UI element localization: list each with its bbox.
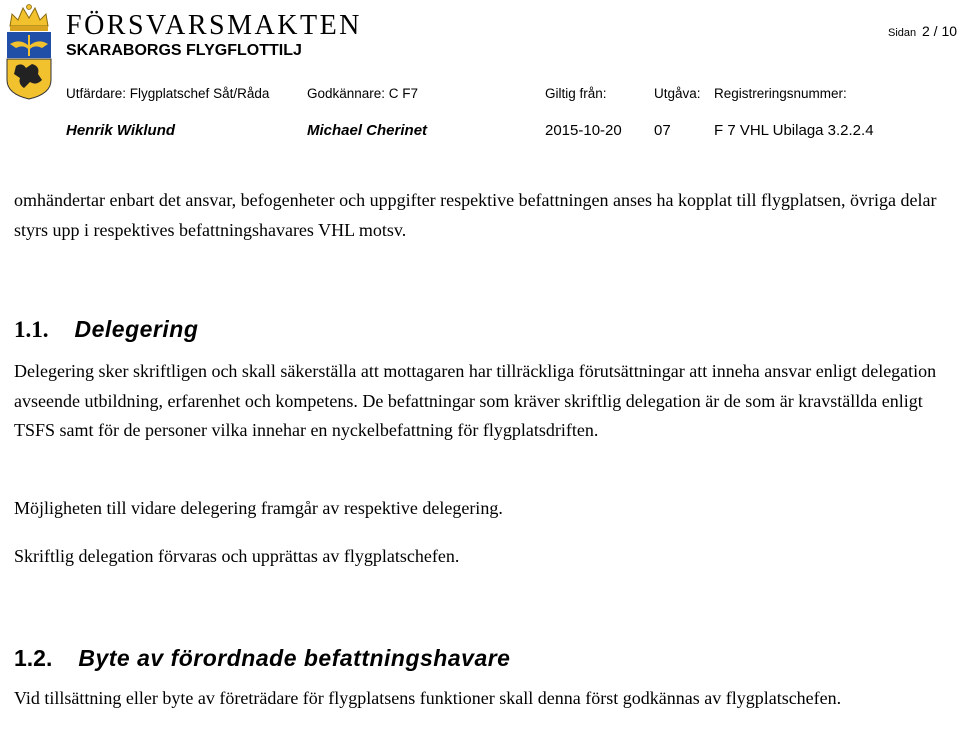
- section-1-title: Delegering: [74, 316, 199, 342]
- section-1-paragraph-3: Skriftlig delegation förvaras och upprättas av flygplatschefen.: [14, 546, 460, 566]
- section-1-paragraph-1: Delegering sker skriftligen och skall säkerställa att mottagaren har tillräckliga förutsättningar att inneha ansvar enligt delegation avseende utbildning, erfarenhet och kompetens. De befattningar som kräver skriftlig delegation är de som är kravställda enligt TSFS samt för de personer vilka innehar en nyckelbefattning för flygplatsdriften.: [14, 361, 937, 440]
- valid-from-label: Giltig från:: [545, 86, 607, 101]
- approver-label: Godkännare: C F7: [307, 86, 419, 101]
- issuer-value: Henrik Wiklund: [66, 122, 176, 139]
- org-unit: SKARABORGS FLYGFLOTTILJ: [66, 42, 302, 59]
- page-label: Sidan: [888, 27, 917, 39]
- section-1-number: 1.1.: [14, 317, 49, 342]
- page-number: 2 / 10: [922, 23, 958, 39]
- issuer-label: Utfärdare: Flygplatschef Såt/Råda: [66, 86, 270, 101]
- section-1-heading: [14, 316, 198, 343]
- section-1-paragraph-2: Möjligheten till vidare delegering framgår av respektive delegering.: [14, 498, 503, 518]
- section-2-heading: [14, 645, 510, 672]
- edition-label: Utgåva:: [654, 86, 701, 101]
- intro-paragraph: omhändertar enbart det ansvar, befogenheter och uppgifter respektive befattningen anses ha kopplat till flygplatsen, övriga delar styrs upp i respektives befattningshavares VHL motsv.: [14, 190, 937, 240]
- section-2-paragraph-1: Vid tillsättning eller byte av företrädare för flygplatsens funktioner skall denna först godkännas av flygplatschefen.: [14, 688, 842, 708]
- reg-number-label: Registreringsnummer:: [714, 86, 847, 101]
- section-2-title: Byte av förordnade befattningshavare: [78, 645, 511, 671]
- valid-from-value: 2015-10-20: [545, 122, 622, 139]
- edition-value: 07: [654, 122, 671, 139]
- section-2-number: 1.2.: [14, 645, 53, 671]
- approver-value: Michael Cherinet: [307, 122, 428, 139]
- crest-logo-icon: [2, 2, 56, 100]
- reg-number-value: F 7 VHL Ubilaga 3.2.2.4: [714, 122, 874, 139]
- org-name: FÖRSVARSMAKTEN: [66, 10, 362, 41]
